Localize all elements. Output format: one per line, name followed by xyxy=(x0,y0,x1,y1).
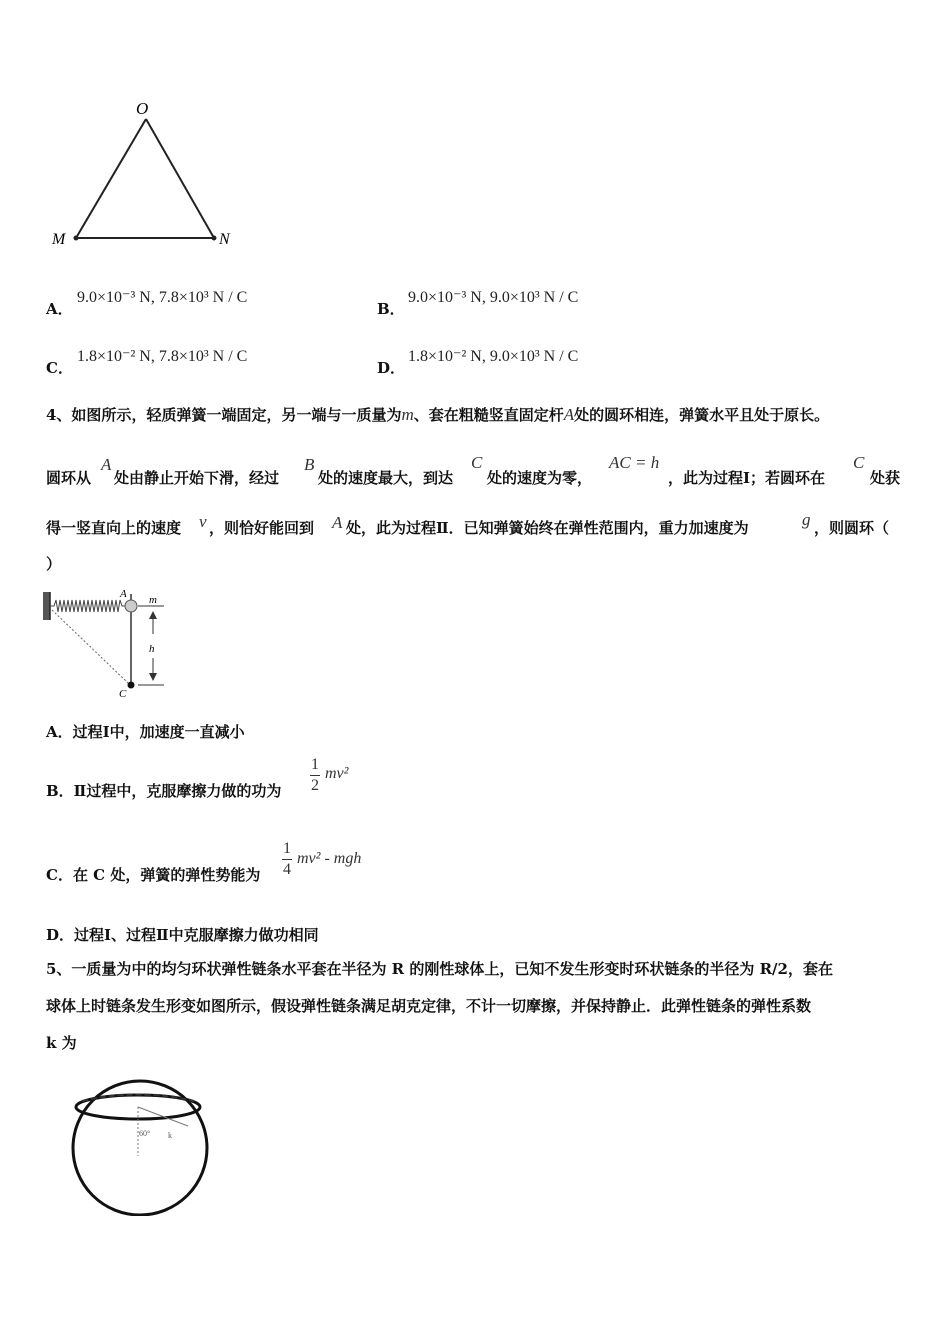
label-h: h xyxy=(149,643,155,655)
point-m xyxy=(74,236,79,241)
q4-line1 xyxy=(46,404,829,425)
point-c xyxy=(128,682,135,689)
var-b: B xyxy=(304,455,315,474)
label-c: C xyxy=(119,688,127,700)
label-angle: 60° xyxy=(139,1129,151,1138)
label-n: N xyxy=(219,231,230,248)
var-a-3: A xyxy=(332,513,343,532)
q4-line2-e: ，此为过程Ⅰ；若圆环在 xyxy=(668,469,826,487)
fraction-bar xyxy=(310,775,320,776)
arrow-down-head xyxy=(149,673,157,681)
var-c: C xyxy=(471,453,483,472)
var-v: v xyxy=(199,512,207,531)
point-n xyxy=(212,236,217,241)
option-d-letter: D． xyxy=(377,359,406,377)
q4-option-a: A．过程Ⅰ中，加速度一直减小 xyxy=(46,723,245,741)
label-m: m xyxy=(149,594,157,606)
q4-option-d: D．过程Ⅰ、过程Ⅱ中克服摩擦力做功相同 xyxy=(46,926,319,944)
option-b-expr: mv² xyxy=(325,765,349,782)
option-c-fraction xyxy=(281,840,293,879)
q4-option-b: B．Ⅱ过程中，克服摩擦力做的功为 xyxy=(46,782,282,800)
var-a-2: A xyxy=(101,455,112,474)
option-c-text: 1.8×10⁻² N, 7.8×10³ N / C xyxy=(77,348,248,365)
arrow-up-head xyxy=(149,611,157,619)
option-b-fraction xyxy=(309,756,321,795)
label-k: k xyxy=(168,1131,172,1140)
q4-line3-a: 得一竖直向上的速度 xyxy=(46,519,182,537)
q4-line2-a: 圆环从 xyxy=(46,469,92,487)
option-b-frac-num: 1 xyxy=(311,756,319,773)
spring-coil xyxy=(50,600,126,612)
triangle-side-on xyxy=(146,119,214,238)
var-c-2: C xyxy=(853,453,865,472)
label-o: O xyxy=(136,99,149,118)
option-a-letter: A． xyxy=(46,300,73,318)
triangle-side-om xyxy=(76,119,146,238)
q4-option-c: C．在 C 处，弹簧的弹性势能为 xyxy=(46,866,261,884)
fraction-bar xyxy=(282,859,292,860)
option-c-letter: C． xyxy=(46,359,73,377)
var-m: m xyxy=(401,405,414,424)
triangle-figure xyxy=(40,95,250,255)
q4-line1-b: 、套在粗糙竖直固定杆 xyxy=(413,406,564,424)
wall xyxy=(43,592,50,620)
q4-line4: ） xyxy=(46,555,62,573)
q4-line2-f: 处获 xyxy=(870,469,901,487)
option-a-text: 9.0×10⁻³ N, 7.8×10³ N / C xyxy=(77,289,248,306)
q4-line2-d: 处的速度为零， xyxy=(487,469,593,487)
option-d-text: 1.8×10⁻² N, 9.0×10³ N / C xyxy=(408,348,579,365)
q4-line3-b: ，则恰好能回到 xyxy=(209,519,315,537)
dashed-line xyxy=(52,610,129,684)
q4-line2-b: 处由静止开始下滑，经过 xyxy=(114,469,280,487)
q4-line3-d: ，则圆环（ xyxy=(814,519,890,537)
option-b-letter: B． xyxy=(377,300,405,318)
q4-line1-c: 处的圆环相连，弹簧水平且处于原长。 xyxy=(574,406,830,424)
spring-figure xyxy=(40,586,180,702)
q5-line2: 球体上时链条发生形变如图所示，假设弹性链条满足胡克定律，不计一切摩擦，并保持静止．此弹性链条的弹性系数 xyxy=(46,997,812,1015)
q4-line1-a: 4、如图所示，轻质弹簧一端固定，另一端与一质量为 xyxy=(46,406,402,424)
sphere-figure xyxy=(60,1066,220,1216)
ring-a xyxy=(125,600,137,612)
option-c-expr: mv² - mgh xyxy=(297,850,362,867)
q5-line3: k 为 xyxy=(46,1034,77,1052)
option-c-frac-num: 1 xyxy=(283,840,291,857)
q5-line1: 5、一质量为中的均匀环状弹性链条水平套在半径为 R 的刚性球体上，已知不发生形变时环状链条的半径为 R/2，套在 xyxy=(46,960,833,978)
ac-equation: AC = h xyxy=(609,453,660,472)
option-c-frac-den: 4 xyxy=(283,861,291,878)
var-a: A xyxy=(563,405,575,424)
option-b-frac-den: 2 xyxy=(311,777,319,794)
option-b-text: 9.0×10⁻³ N, 9.0×10³ N / C xyxy=(408,289,579,306)
q4-line3-c: 处，此为过程Ⅱ．已知弹簧始终在弹性范围内，重力加速度为 xyxy=(346,519,749,537)
label-a: A xyxy=(120,588,127,600)
q4-line2-c: 处的速度最大，到达 xyxy=(318,469,454,487)
var-g: g xyxy=(802,510,811,529)
label-m: M xyxy=(52,231,66,248)
